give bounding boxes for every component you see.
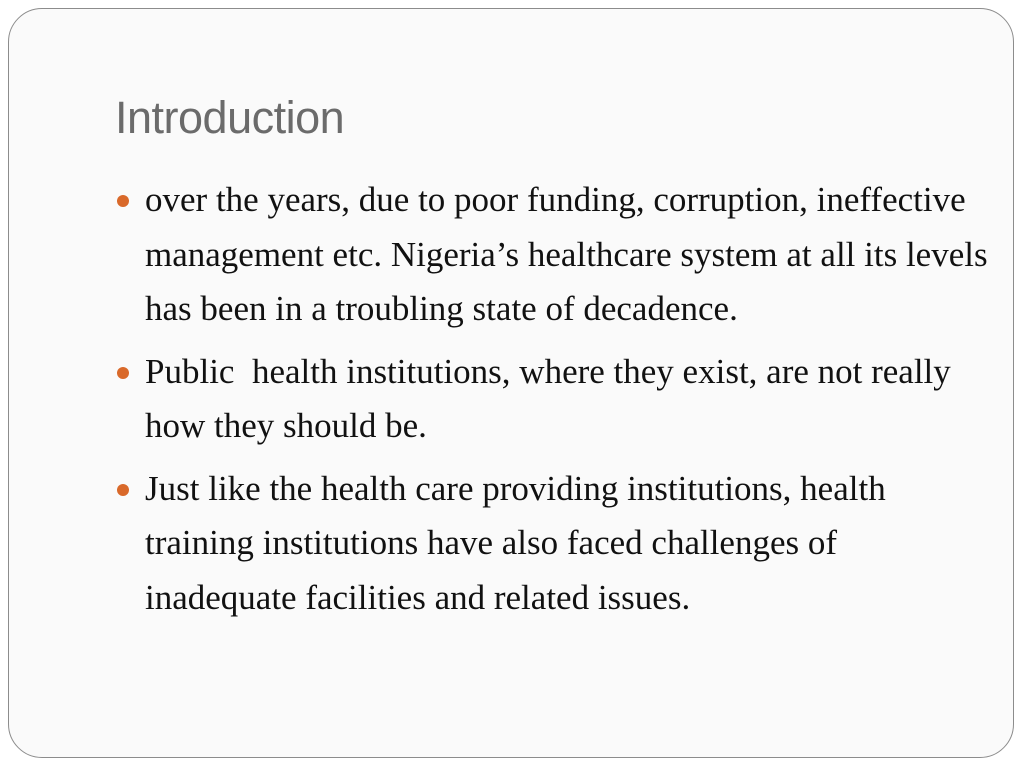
bullet-dot-icon <box>117 367 129 379</box>
bullet-dot-icon <box>117 195 129 207</box>
bullet-text: Just like the health care providing institutions, health training institutions have also faced challenges of inadequate facilities and related issues. <box>145 468 886 617</box>
slide-frame <box>8 8 1014 758</box>
bullet-text: Public health institutions, where they exist, are not really how they should be. <box>145 351 960 445</box>
bullet-item <box>113 173 993 337</box>
bullet-item <box>113 462 993 626</box>
bullet-list <box>113 173 993 633</box>
slide-title: Introduction <box>115 92 345 143</box>
bullet-text: over the years, due to poor funding, corruption, ineffective management etc. Nigeria’s healthcare system at all its levels has been in a troubling state of decadence. <box>145 180 988 328</box>
bullet-item <box>113 345 993 454</box>
bullet-dot-icon <box>117 484 129 496</box>
